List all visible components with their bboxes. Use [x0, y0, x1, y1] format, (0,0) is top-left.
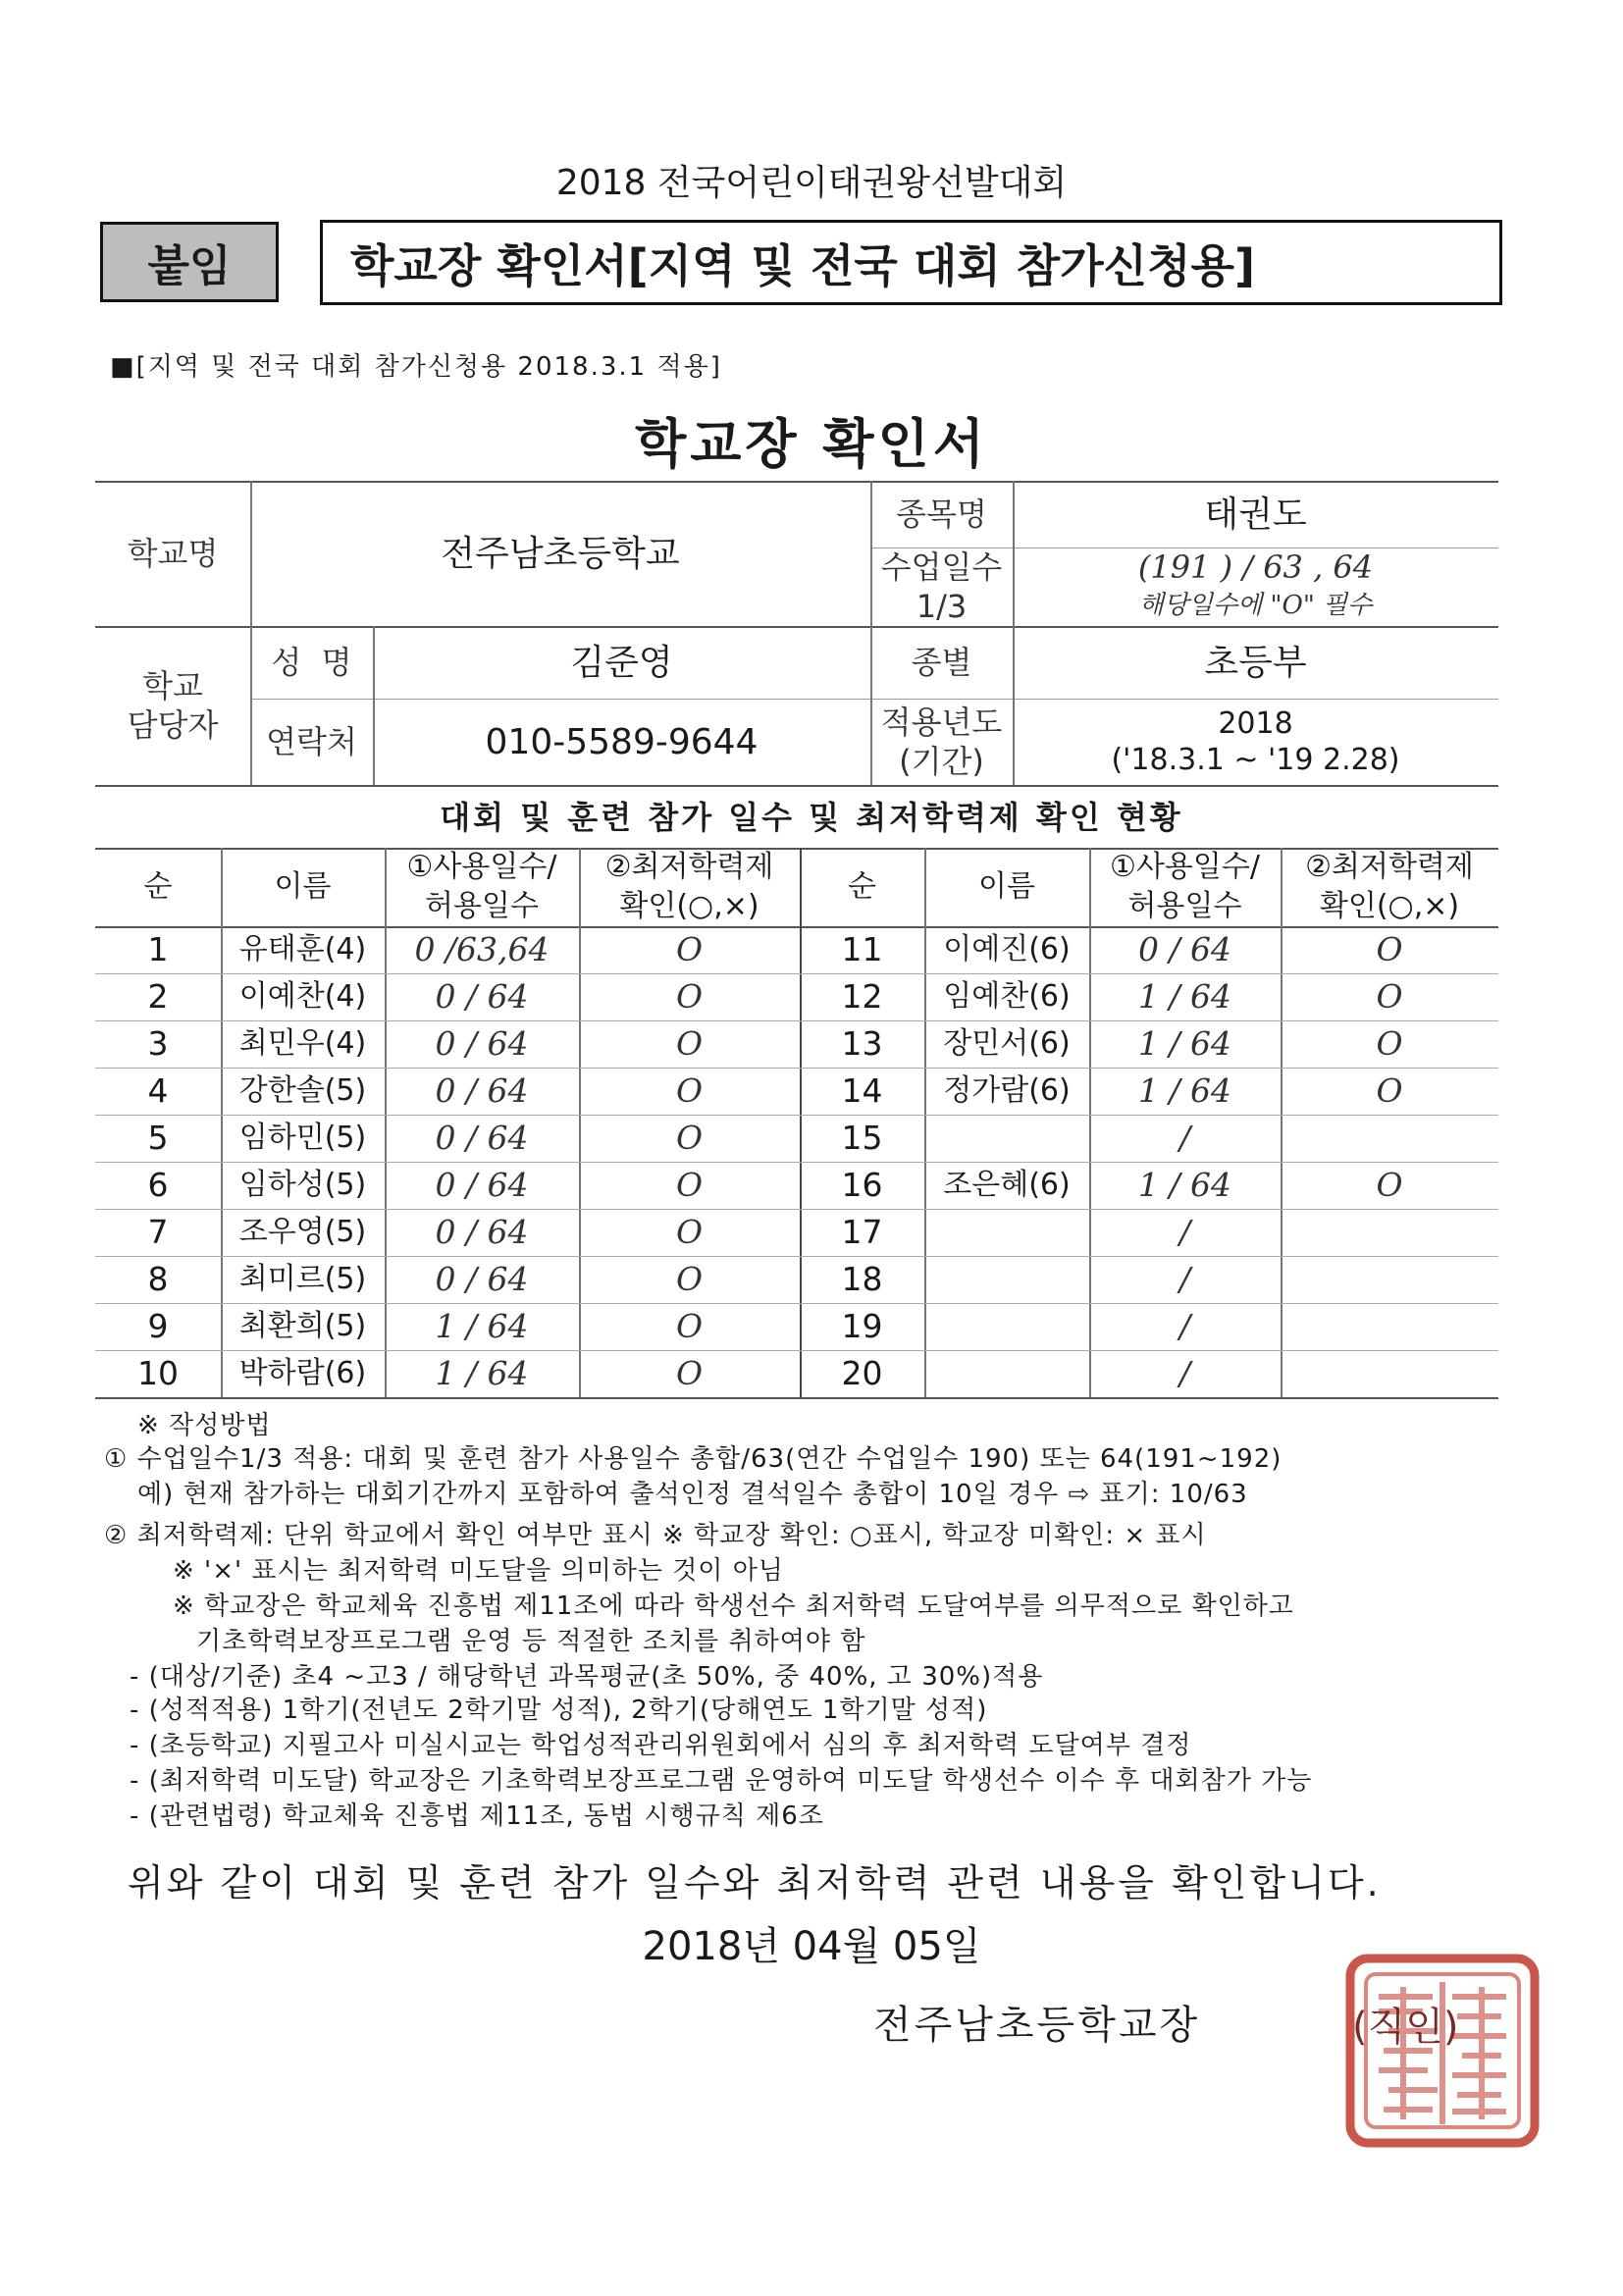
left-row-days: 1 / 64: [435, 1307, 529, 1346]
right-row-num: 11: [841, 930, 883, 969]
school-label: 학교명: [127, 535, 219, 572]
right-row-num: 12: [841, 977, 883, 1017]
left-row-name: 임하민(5): [238, 1121, 367, 1156]
left-row-name: 임하성(5): [238, 1168, 367, 1203]
right-row-days: /: [1178, 1119, 1191, 1158]
right-row-num: 16: [841, 1166, 883, 1205]
left-row-days: 0 / 64: [435, 1024, 529, 1064]
issue-date: 2018년 04월 05일: [642, 1924, 981, 1969]
note-2: ② 최저학력제: 단위 학교에서 확인 여부만 표시 ※ 학교장 확인: ○표시, 학교장 미확인: × 표시: [104, 1521, 1207, 1550]
left-row-num: 3: [147, 1024, 169, 1064]
right-row-days: 0 / 64: [1137, 930, 1232, 969]
confirm-sentence: 위와 같이 대회 및 훈련 참가 일수와 최저학력 관련 내용을 확인합니다.: [128, 1861, 1382, 1905]
note-2-a: ※ '×' 표시는 최저학력 미도달을 의미하는 것이 아님: [173, 1556, 784, 1586]
right-row-check: O: [1376, 977, 1403, 1017]
school-value: 전주남초등학교: [441, 533, 680, 574]
seal-label: (직인): [1352, 2005, 1459, 2050]
right-row-name: [924, 1115, 1089, 1162]
left-row-num: 9: [147, 1307, 169, 1346]
left-row-days: 0 /63,64: [414, 930, 550, 969]
right-row-name: [924, 1256, 1089, 1303]
left-row-check: O: [675, 1166, 704, 1205]
header-days-right: ①사용일수/ 허용일수: [1110, 849, 1260, 923]
left-row-check: O: [675, 1119, 704, 1158]
right-row-check: [1281, 1115, 1498, 1162]
note-1: ① 수업일수1/3 적용: 대회 및 훈련 참가 사용일수 총합/63(연간 수업일수 190) 또는 64(191~192): [104, 1444, 1283, 1474]
document-heading: 학교장 확인서[지역 및 전국 대회 참가신청용]: [320, 220, 1502, 305]
note-2-c: 기초학력보장프로그램 운영 등 적절한 조치를 취하여야 함: [196, 1627, 866, 1656]
header-name-right: 이름: [978, 868, 1035, 904]
header-num-left: 순: [143, 868, 173, 904]
left-row-num: 10: [137, 1354, 179, 1393]
left-row-check: O: [675, 1213, 704, 1252]
left-row-check: O: [675, 1024, 704, 1064]
class-days-value: (191 ) / 63 , 64: [1137, 548, 1374, 586]
right-row-days: 1 / 64: [1137, 1024, 1232, 1064]
contact-value: 010-5589-9644: [485, 721, 759, 762]
right-row-num: 20: [841, 1354, 883, 1393]
year-value: 2018 ('18.3.1 ~ '19 2.28): [1111, 705, 1400, 777]
header-num-right: 순: [848, 868, 876, 904]
left-row-days: 0 / 64: [435, 1119, 529, 1158]
right-row-name: [924, 1303, 1089, 1350]
note-7: - (관련법령) 학교체육 진흥법 제11조, 동법 시행규칙 제6조: [130, 1801, 824, 1831]
name-value: 김준영: [570, 642, 673, 683]
left-row-days: 0 / 64: [435, 1166, 529, 1205]
right-row-days: /: [1178, 1307, 1191, 1346]
right-row-check: [1281, 1303, 1498, 1350]
left-row-days: 0 / 64: [435, 1260, 529, 1299]
left-row-name: 최미르(5): [238, 1262, 367, 1297]
left-row-num: 6: [147, 1166, 169, 1205]
left-row-check: O: [675, 1260, 704, 1299]
division-value: 초등부: [1204, 642, 1307, 683]
note-3: - (대상/기준) 초4 ~고3 / 해당학년 과목평균(초 50%, 중 40%, 고 30%)적용: [130, 1662, 1044, 1692]
left-row-days: 0 / 64: [435, 1071, 529, 1111]
left-row-days: 0 / 64: [435, 977, 529, 1017]
right-row-num: 18: [841, 1260, 883, 1299]
right-row-check: O: [1376, 1166, 1403, 1205]
right-row-check: O: [1376, 1024, 1403, 1064]
manager-label: 학교 담당자: [127, 667, 219, 744]
note-1-example: 예) 현재 참가하는 대회기간까지 포함하여 출석인정 결석일수 총합이 10일 경우 ⇨ 표기: 10/63: [137, 1480, 1248, 1509]
left-row-check: O: [675, 977, 704, 1017]
left-row-check: O: [675, 1354, 704, 1393]
right-row-num: 19: [841, 1307, 883, 1346]
principal-name: 전주남초등학교장: [873, 2003, 1201, 2048]
right-row-name: 정가람(6): [943, 1073, 1071, 1109]
apply-note: ■[지역 및 전국 대회 참가신청용 2018.3.1 적용]: [110, 352, 722, 382]
left-row-num: 8: [147, 1260, 169, 1299]
right-row-name: 임예찬(6): [943, 979, 1071, 1015]
left-row-days: 0 / 64: [435, 1213, 529, 1252]
left-row-check: O: [675, 1307, 704, 1346]
section-title: 대회 및 훈련 참가 일수 및 최저학력제 확인 현황: [440, 799, 1183, 836]
right-row-check: [1281, 1350, 1498, 1397]
contact-label: 연락처: [266, 723, 357, 760]
right-row-num: 14: [841, 1071, 883, 1111]
division-label: 종별: [911, 644, 972, 681]
class-days-note: 해당일수에 "O" 필수: [1138, 590, 1373, 620]
event-value: 태권도: [1204, 494, 1307, 535]
left-row-name: 최환희(5): [238, 1309, 367, 1344]
left-row-name: 최민우(4): [238, 1026, 367, 1062]
header-check-right: ②최저학력제 확인(○,×): [1305, 849, 1474, 923]
right-row-days: /: [1178, 1260, 1191, 1299]
event-title: 2018 전국어린이태권왕선발대회: [555, 163, 1068, 203]
header-days-left: ①사용일수/ 허용일수: [406, 849, 557, 923]
right-row-num: 13: [841, 1024, 883, 1064]
left-row-check: O: [675, 1071, 704, 1111]
header-name-left: 이름: [274, 868, 332, 904]
note-title: ※ 작성방법: [137, 1411, 272, 1440]
left-row-num: 5: [147, 1119, 169, 1158]
left-row-name: 유태훈(4): [238, 932, 367, 967]
right-row-name: 조은혜(6): [943, 1168, 1071, 1203]
left-row-days: 1 / 64: [435, 1354, 529, 1393]
left-row-num: 1: [147, 930, 169, 969]
left-row-num: 7: [147, 1213, 169, 1252]
left-row-name: 조우영(5): [238, 1215, 367, 1250]
right-row-check: O: [1376, 930, 1403, 969]
left-row-name: 강한솔(5): [238, 1073, 367, 1109]
left-row-num: 2: [147, 977, 169, 1017]
right-row-name: [924, 1209, 1089, 1256]
header-check-left: ②최저학력제 확인(○,×): [604, 849, 774, 923]
year-label: 적용년도 (기간): [880, 704, 1003, 780]
attachment-badge: 붙임: [100, 222, 279, 302]
right-row-days: /: [1178, 1354, 1191, 1393]
note-4: - (성적적용) 1학기(전년도 2학기말 성적), 2학기(당해연도 1학기말 성적): [130, 1696, 988, 1725]
form-title: 학교장 확인서: [635, 413, 988, 475]
right-row-check: [1281, 1256, 1498, 1303]
right-row-name: 장민서(6): [943, 1026, 1071, 1062]
right-row-num: 17: [841, 1213, 883, 1252]
name-label: 성 명: [271, 644, 352, 681]
right-row-num: 15: [841, 1119, 883, 1158]
left-row-name: 박하람(6): [238, 1356, 367, 1391]
right-row-check: O: [1376, 1071, 1403, 1111]
left-row-check: O: [675, 930, 704, 969]
note-6: - (최저학력 미도달) 학교장은 기초학력보장프로그램 운영하여 미도달 학생선수 이수 후 대회참가 가능: [130, 1766, 1313, 1796]
right-row-days: /: [1178, 1213, 1191, 1252]
note-2-b: ※ 학교장은 학교체육 진흥법 제11조에 따라 학생선수 최저학력 도달여부를 의무적으로 확인하고: [173, 1592, 1294, 1621]
right-row-days: 1 / 64: [1137, 1071, 1232, 1111]
right-row-name: [924, 1350, 1089, 1397]
class-days-label: 수업일수 1/3: [880, 548, 1003, 625]
left-row-num: 4: [147, 1071, 169, 1111]
right-row-days: 1 / 64: [1137, 1166, 1232, 1205]
right-row-name: 이예진(6): [943, 932, 1071, 967]
note-5: - (초등학교) 지필고사 미실시교는 학업성적관리위원회에서 심의 후 최저학력 도달여부 결정: [130, 1731, 1192, 1760]
left-row-name: 이예찬(4): [238, 979, 367, 1015]
right-row-days: 1 / 64: [1137, 977, 1232, 1017]
event-label: 종목명: [896, 496, 987, 533]
right-row-check: [1281, 1209, 1498, 1256]
